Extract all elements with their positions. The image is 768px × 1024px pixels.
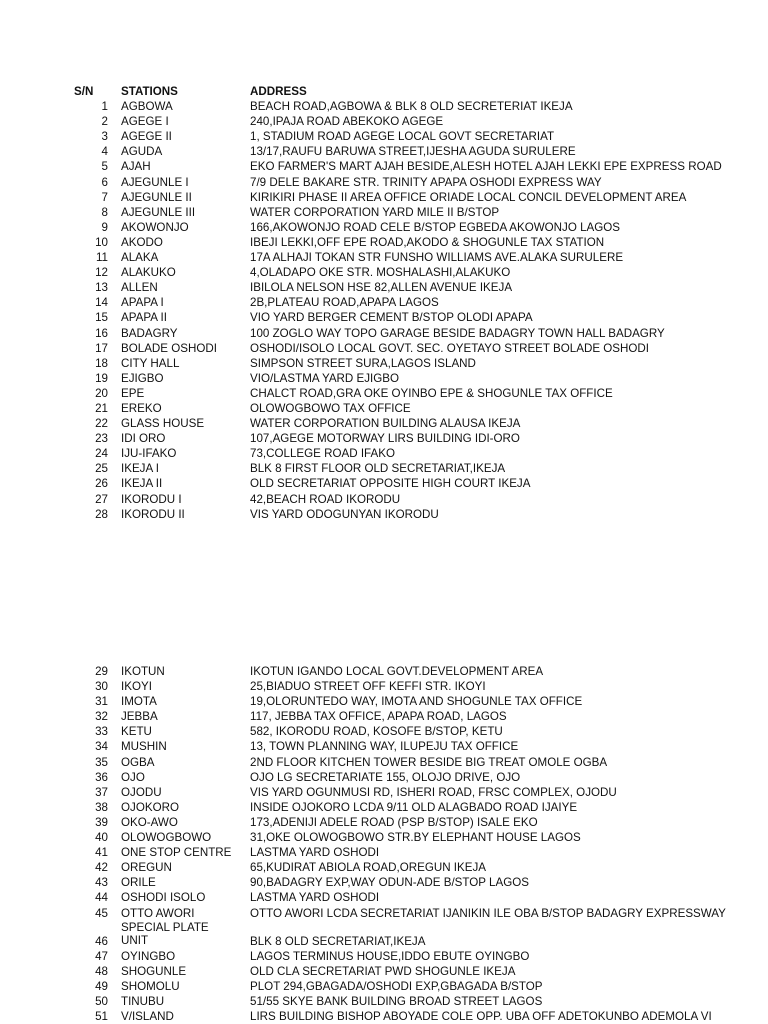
row-address: 25,BIADUO STREET OFF KEFFI STR. IKOYI — [250, 680, 486, 694]
row-station: IJU-IFAKO — [121, 447, 177, 461]
table-row — [0, 476, 768, 491]
table-row — [0, 800, 768, 815]
row-address: 166,AKOWONJO ROAD CELE B/STOP EGBEDA AKOWONJO LAGOS — [250, 220, 621, 234]
table-row — [0, 114, 768, 129]
row-address: 2ND FLOOR KITCHEN TOWER BESIDE BIG TREAT OMOLE OGBA — [250, 755, 608, 769]
row-address: 117, JEBBA TAX OFFICE, APAPA ROAD, LAGOS — [250, 710, 507, 724]
row-station: AKODO — [121, 235, 163, 249]
row-sn: 30 — [95, 680, 108, 694]
table-row — [0, 371, 768, 386]
row-address: 2B,PLATEAU ROAD,APAPA LAGOS — [250, 296, 439, 310]
row-address: OLD CLA SECRETARIAT PWD SHOGUNLE IKEJA — [250, 964, 516, 978]
row-station: BOLADE OSHODI — [121, 341, 217, 355]
table-row — [0, 220, 768, 235]
table-row — [0, 356, 768, 371]
table-body-part1 — [0, 99, 768, 522]
row-station: EJIGBO — [121, 371, 164, 385]
row-address: 42,BEACH ROAD IKORODU — [250, 492, 401, 506]
row-address: KIRIKIRI PHASE II AREA OFFICE ORIADE LOCAL CONCIL DEVELOPMENT AREA — [250, 190, 687, 204]
row-sn: 26 — [95, 477, 108, 491]
table-row — [0, 1009, 768, 1024]
row-station: EPE — [121, 386, 145, 400]
row-station: BADAGRY — [121, 326, 178, 340]
row-address: VIS YARD OGUNMUSI RD, ISHERI ROAD, FRSC COMPLEX, OJODU — [250, 785, 617, 799]
row-station: IMOTA — [121, 695, 157, 709]
row-station: AGEGE I — [121, 115, 169, 129]
row-address: 51/55 SKYE BANK BUILDING BROAD STREET LAGOS — [250, 994, 543, 1008]
row-address: 173,ADENIJI ADELE ROAD (PSP B/STOP) ISALE EKO — [250, 815, 538, 829]
table-row — [0, 664, 768, 679]
table-row — [0, 860, 768, 875]
row-sn: 36 — [95, 770, 108, 784]
row-station: AGBOWA — [121, 100, 173, 114]
row-address: 13/17,RAUFU BARUWA STREET,IJESHA AGUDA SURULERE — [250, 145, 576, 159]
row-sn: 9 — [101, 220, 108, 234]
row-address: 240,IPAJA ROAD ABEKOKO AGEGE — [250, 115, 444, 129]
row-sn: 41 — [95, 846, 108, 860]
row-address: BLK 8 FIRST FLOOR OLD SECRETARIAT,IKEJA — [250, 462, 506, 476]
row-sn: 7 — [101, 190, 108, 204]
table-row — [0, 250, 768, 265]
row-address: 17A ALHAJI TOKAN STR FUNSHO WILLIAMS AVE.ALAKA SURULERE — [250, 251, 624, 265]
table-row — [0, 770, 768, 785]
stations-table-part1 — [0, 84, 768, 522]
row-sn: 25 — [95, 462, 108, 476]
header-stations: STATIONS — [121, 85, 178, 98]
table-row — [0, 694, 768, 709]
header-address: ADDRESS — [250, 85, 307, 98]
row-station: OKO-AWO — [121, 815, 178, 829]
row-sn: 1 — [101, 100, 108, 114]
table-row — [0, 739, 768, 754]
table-row — [0, 159, 768, 174]
row-sn: 40 — [95, 831, 108, 845]
row-address: 19,OLORUNTEDO WAY, IMOTA AND SHOGUNLE TAX OFFICE — [250, 695, 583, 709]
table-row — [0, 386, 768, 401]
row-station: OTTO AWORI — [121, 906, 195, 920]
row-sn: 18 — [95, 356, 108, 370]
table-row — [0, 994, 768, 1009]
row-station: AGUDA — [121, 145, 163, 159]
row-address: 7/9 DELE BAKARE STR. TRINITY APAPA OSHODI EXPRESS WAY — [250, 175, 602, 189]
row-address: OLOWOGBOWO TAX OFFICE — [250, 401, 411, 415]
row-address: LASTMA YARD OSHODI — [250, 846, 380, 860]
row-address: LIRS BUILDING BISHOP ABOYADE COLE OPP. UBA OFF ADETOKUNBO ADEMOLA VI — [250, 1009, 712, 1023]
row-station — [121, 921, 209, 947]
row-sn: 16 — [95, 326, 108, 340]
row-station: OSHODI ISOLO — [121, 891, 206, 905]
row-sn: 12 — [95, 266, 108, 280]
row-sn: 21 — [95, 401, 108, 415]
row-station: OGBA — [121, 755, 155, 769]
row-sn: 47 — [95, 949, 108, 963]
row-station-line1: SPECIAL PLATE — [121, 920, 209, 934]
table-row — [0, 401, 768, 416]
row-address: IBILOLA NELSON HSE 82,ALLEN AVENUE IKEJA — [250, 281, 513, 295]
row-sn: 39 — [95, 815, 108, 829]
table-row — [0, 341, 768, 356]
row-station: KETU — [121, 725, 152, 739]
row-sn: 35 — [95, 755, 108, 769]
row-station: OREGUN — [121, 861, 172, 875]
row-address: LAGOS TERMINUS HOUSE,IDDO EBUTE OYINGBO — [250, 949, 530, 963]
row-address: BLK 8 OLD SECRETARIAT,IKEJA — [250, 934, 426, 948]
row-station: JEBBA — [121, 710, 158, 724]
row-address: OSHODI/ISOLO LOCAL GOVT. SEC. OYETAYO STREET BOLADE OSHODI — [250, 341, 650, 355]
row-sn: 44 — [95, 891, 108, 905]
table-row — [0, 295, 768, 310]
table-row — [0, 815, 768, 830]
row-station: AJAH — [121, 160, 151, 174]
table-row — [0, 265, 768, 280]
table-row — [0, 906, 768, 921]
row-station: AJEGUNLE I — [121, 175, 189, 189]
table-row — [0, 461, 768, 476]
row-sn: 32 — [95, 710, 108, 724]
table-row — [0, 205, 768, 220]
row-sn: 42 — [95, 861, 108, 875]
row-sn: 5 — [101, 160, 108, 174]
table-row — [0, 709, 768, 724]
table-row — [0, 921, 768, 949]
row-station: APAPA II — [121, 311, 167, 325]
table-row — [0, 310, 768, 325]
row-address: INSIDE OJOKORO LCDA 9/11 OLD ALAGBADO ROAD IJAIYE — [250, 800, 578, 814]
table-row — [0, 964, 768, 979]
table-row — [0, 830, 768, 845]
row-address: BEACH ROAD,AGBOWA & BLK 8 OLD SECRETERIAT IKEJA — [250, 100, 573, 114]
row-station: SHOMOLU — [121, 979, 180, 993]
row-sn: 45 — [95, 906, 108, 920]
row-station: OJO — [121, 770, 145, 784]
row-station: OJOKORO — [121, 800, 179, 814]
row-address: PLOT 294,GBAGADA/OSHODI EXP,GBAGADA B/STOP — [250, 979, 543, 993]
row-address: IBEJI LEKKI,OFF EPE ROAD,AKODO & SHOGUNLE TAX STATION — [250, 235, 605, 249]
table-row — [0, 492, 768, 507]
row-sn: 38 — [95, 800, 108, 814]
row-sn: 22 — [95, 417, 108, 431]
row-address: LASTMA YARD OSHODI — [250, 891, 380, 905]
row-station: OYINGBO — [121, 949, 176, 963]
row-station: TINUBU — [121, 994, 165, 1008]
table-row — [0, 845, 768, 860]
table-row — [0, 431, 768, 446]
row-sn: 17 — [95, 341, 108, 355]
row-sn: 34 — [95, 740, 108, 754]
row-station: GLASS HOUSE — [121, 417, 205, 431]
table-row — [0, 785, 768, 800]
table-row — [0, 175, 768, 190]
row-station: IKOYI — [121, 680, 152, 694]
row-sn: 31 — [95, 695, 108, 709]
row-sn: 4 — [101, 145, 108, 159]
table-row — [0, 280, 768, 295]
row-address: 4,OLADAPO OKE STR. MOSHALASHI,ALAKUKO — [250, 266, 511, 280]
row-station: AGEGE II — [121, 130, 172, 144]
table-row — [0, 235, 768, 250]
row-station: ORILE — [121, 876, 156, 890]
row-station: AKOWONJO — [121, 220, 189, 234]
row-address: SIMPSON STREET SURA,LAGOS ISLAND — [250, 356, 476, 370]
row-sn: 2 — [101, 115, 108, 129]
row-station: ALAKA — [121, 251, 159, 265]
row-sn: 43 — [95, 876, 108, 890]
row-sn: 13 — [95, 281, 108, 295]
header-sn: S/N — [74, 85, 94, 98]
row-address: VIO YARD BERGER CEMENT B/STOP OLODI APAPA — [250, 311, 533, 325]
row-address: 90,BADAGRY EXP,WAY ODUN-ADE B/STOP LAGOS — [250, 876, 529, 890]
table-row — [0, 416, 768, 431]
row-address: 13, TOWN PLANNING WAY, ILUPEJU TAX OFFICE — [250, 740, 519, 754]
row-station: ALAKUKO — [121, 266, 176, 280]
row-sn: 24 — [95, 447, 108, 461]
table-row — [0, 446, 768, 461]
table-row — [0, 507, 768, 522]
row-station: MUSHIN — [121, 740, 167, 754]
table-row — [0, 724, 768, 739]
row-address: VIS YARD ODOGUNYAN IKORODU — [250, 507, 439, 521]
row-station: IKORODU I — [121, 492, 182, 506]
row-sn: 19 — [95, 371, 108, 385]
row-sn: 33 — [95, 725, 108, 739]
row-station: EREKO — [121, 401, 162, 415]
row-address: 107,AGEGE MOTORWAY LIRS BUILDING IDI-ORO — [250, 432, 520, 446]
table-body-part2 — [0, 664, 768, 1024]
table-row — [0, 949, 768, 964]
row-address: 65,KUDIRAT ABIOLA ROAD,OREGUN IKEJA — [250, 861, 487, 875]
row-address: OLD SECRETARIAT OPPOSITE HIGH COURT IKEJA — [250, 477, 531, 491]
row-station-line2: UNIT — [121, 933, 149, 947]
row-sn: 51 — [95, 1009, 108, 1023]
row-sn: 8 — [101, 205, 108, 219]
row-address: 100 ZOGLO WAY TOPO GARAGE BESIDE BADAGRY TOWN HALL BADAGRY — [250, 326, 665, 340]
row-station: AJEGUNLE III — [121, 205, 196, 219]
row-station: OJODU — [121, 785, 162, 799]
row-sn: 14 — [95, 296, 108, 310]
row-address: 31,OKE OLOWOGBOWO STR.BY ELEPHANT HOUSE LAGOS — [250, 831, 581, 845]
row-sn: 48 — [95, 964, 108, 978]
row-address: 582, IKORODU ROAD, KOSOFE B/STOP, KETU — [250, 725, 503, 739]
row-address: OJO LG SECRETARIATE 155, OLOJO DRIVE, OJO — [250, 770, 521, 784]
table-row — [0, 129, 768, 144]
row-station: CITY HALL — [121, 356, 180, 370]
row-sn: 49 — [95, 979, 108, 993]
row-address: WATER CORPORATION BUILDING ALAUSA IKEJA — [250, 417, 521, 431]
row-address: 1, STADIUM ROAD AGEGE LOCAL GOVT SECRETARIAT — [250, 130, 555, 144]
row-address: WATER CORPORATION YARD MILE II B/STOP — [250, 205, 500, 219]
row-sn: 10 — [95, 235, 108, 249]
row-station: IKEJA I — [121, 462, 160, 476]
row-station: IKEJA II — [121, 477, 163, 491]
stations-table-part2 — [0, 664, 768, 1024]
row-sn: 28 — [95, 507, 108, 521]
table-row — [0, 144, 768, 159]
table-row — [0, 755, 768, 770]
row-sn: 15 — [95, 311, 108, 325]
table-row — [0, 190, 768, 205]
table-header-row — [0, 84, 768, 99]
table-row — [0, 326, 768, 341]
table-row — [0, 979, 768, 994]
table-row — [0, 890, 768, 905]
row-station: V/ISLAND — [121, 1009, 174, 1023]
row-sn: 29 — [95, 665, 108, 678]
table-row — [0, 99, 768, 114]
row-sn: 50 — [95, 994, 108, 1008]
row-address: OTTO AWORI LCDA SECRETARIAT IJANIKIN ILE OBA B/STOP BADAGRY EXPRESSWAY — [250, 906, 726, 920]
row-sn: 6 — [101, 175, 108, 189]
row-sn: 46 — [95, 934, 108, 948]
row-station: IDI ORO — [121, 432, 166, 446]
row-sn: 20 — [95, 386, 108, 400]
row-sn: 11 — [95, 251, 108, 265]
row-address: VIO/LASTMA YARD EJIGBO — [250, 371, 400, 385]
table-row — [0, 875, 768, 890]
row-station: ALLEN — [121, 281, 158, 295]
row-station: IKOTUN — [121, 665, 165, 678]
row-sn: 23 — [95, 432, 108, 446]
row-address: CHALCT ROAD,GRA OKE OYINBO EPE & SHOGUNLE TAX OFFICE — [250, 386, 613, 400]
row-station: OLOWOGBOWO — [121, 831, 212, 845]
row-station: SHOGUNLE — [121, 964, 187, 978]
table-row — [0, 679, 768, 694]
row-station: IKORODU II — [121, 507, 185, 521]
row-address: 73,COLLEGE ROAD IFAKO — [250, 447, 395, 461]
row-station: APAPA I — [121, 296, 164, 310]
row-station: AJEGUNLE II — [121, 190, 192, 204]
row-station: ONE STOP CENTRE — [121, 846, 232, 860]
row-address: EKO FARMER'S MART AJAH BESIDE,ALESH HOTEL AJAH LEKKI EPE EXPRESS ROAD — [250, 160, 722, 174]
row-sn: 27 — [95, 492, 108, 506]
row-sn: 37 — [95, 785, 108, 799]
row-sn: 3 — [101, 130, 108, 144]
row-address: IKOTUN IGANDO LOCAL GOVT.DEVELOPMENT AREA — [250, 665, 544, 678]
